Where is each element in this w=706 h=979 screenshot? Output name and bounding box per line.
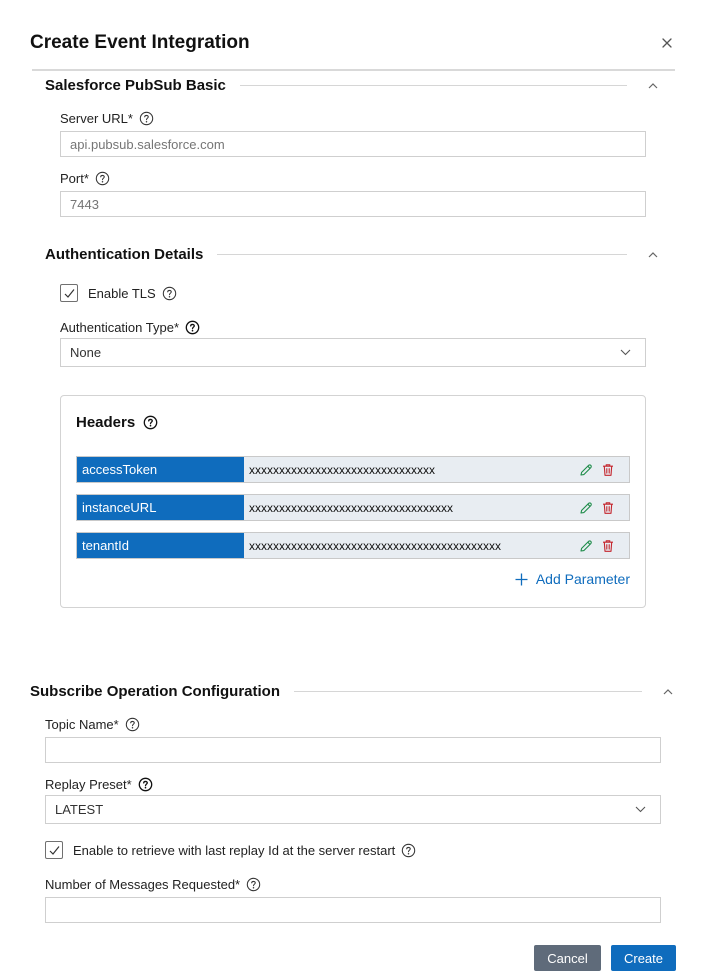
auth-section-header xyxy=(45,246,659,263)
header-param-row xyxy=(76,532,630,559)
edit-icon[interactable] xyxy=(579,501,593,515)
pubsub-section-header xyxy=(45,77,659,94)
checkmark-icon xyxy=(63,287,76,300)
help-icon[interactable] xyxy=(246,877,261,892)
auth-type-select[interactable] xyxy=(60,338,646,367)
delete-icon[interactable] xyxy=(601,539,615,553)
help-icon[interactable] xyxy=(139,111,154,126)
delete-icon[interactable] xyxy=(601,501,615,515)
server-url-label: Server URL* xyxy=(60,111,154,126)
retrieve-last-replay-label: Enable to retrieve with last replay Id at the server restart xyxy=(73,842,396,858)
port-label: Port* xyxy=(60,171,110,186)
header-param-value: xxxxxxxxxxxxxxxxxxxxxxxxxxxxxxx xyxy=(249,462,435,477)
topic-name-input[interactable] xyxy=(45,737,661,763)
header-param-key: accessToken xyxy=(77,457,244,482)
edit-icon[interactable] xyxy=(579,539,593,553)
section-divider xyxy=(217,254,627,255)
section-divider xyxy=(294,691,642,692)
plus-icon xyxy=(515,573,528,586)
topic-name-label: Topic Name* xyxy=(45,717,140,732)
chevron-down-icon xyxy=(635,806,646,813)
close-icon[interactable] xyxy=(660,36,674,50)
replay-preset-value: LATEST xyxy=(55,802,104,817)
retrieve-last-replay-checkbox[interactable] xyxy=(45,841,63,859)
enable-tls-label: Enable TLS xyxy=(88,285,156,301)
param-actions xyxy=(579,533,629,558)
chevron-up-icon[interactable] xyxy=(647,80,659,92)
help-icon[interactable] xyxy=(95,171,110,186)
headers-panel xyxy=(60,395,646,608)
add-parameter-label: Add Parameter xyxy=(535,571,630,587)
header-param-key: instanceURL xyxy=(77,495,244,520)
pubsub-section-title: Salesforce PubSub Basic xyxy=(45,77,226,94)
help-icon[interactable] xyxy=(138,777,153,792)
subscribe-section-title: Subscribe Operation Configuration xyxy=(30,683,281,700)
port-input[interactable] xyxy=(60,191,646,217)
server-url-input[interactable] xyxy=(60,131,646,157)
section-divider xyxy=(240,85,627,86)
delete-icon[interactable] xyxy=(601,463,615,477)
auth-section-title: Authentication Details xyxy=(45,246,204,263)
auth-type-label: Authentication Type* xyxy=(60,320,200,335)
retrieve-last-replay-row xyxy=(45,841,416,859)
subscribe-section-header xyxy=(30,683,674,700)
header-param-row xyxy=(76,494,630,521)
auth-type-value: None xyxy=(70,345,102,360)
chevron-up-icon[interactable] xyxy=(662,686,674,698)
help-icon[interactable] xyxy=(143,415,158,430)
header-divider xyxy=(32,69,675,71)
headers-title: Headers xyxy=(76,414,158,431)
replay-preset-select[interactable] xyxy=(45,795,661,824)
replay-preset-label: Replay Preset* xyxy=(45,777,153,792)
dialog-title: Create Event Integration xyxy=(30,32,250,53)
edit-icon[interactable] xyxy=(579,463,593,477)
help-icon[interactable] xyxy=(162,286,177,301)
help-icon[interactable] xyxy=(185,320,200,335)
cancel-button[interactable]: Cancel xyxy=(534,945,601,971)
header-param-value: xxxxxxxxxxxxxxxxxxxxxxxxxxxxxxxxxx xyxy=(249,500,453,515)
help-icon[interactable] xyxy=(125,717,140,732)
create-button[interactable]: Create xyxy=(611,945,676,971)
param-actions xyxy=(579,495,629,520)
header-param-value: xxxxxxxxxxxxxxxxxxxxxxxxxxxxxxxxxxxxxxxxxx xyxy=(249,538,501,553)
header-param-row xyxy=(76,456,630,483)
help-icon[interactable] xyxy=(401,843,416,858)
chevron-up-icon[interactable] xyxy=(647,249,659,261)
param-actions xyxy=(579,457,629,482)
chevron-down-icon xyxy=(620,349,631,356)
num-messages-label: Number of Messages Requested* xyxy=(45,877,261,892)
header-param-key: tenantId xyxy=(77,533,244,558)
checkmark-icon xyxy=(48,844,61,857)
enable-tls-row xyxy=(60,284,177,302)
enable-tls-checkbox[interactable] xyxy=(60,284,78,302)
add-parameter-button[interactable] xyxy=(515,571,630,587)
num-messages-input[interactable] xyxy=(45,897,661,923)
